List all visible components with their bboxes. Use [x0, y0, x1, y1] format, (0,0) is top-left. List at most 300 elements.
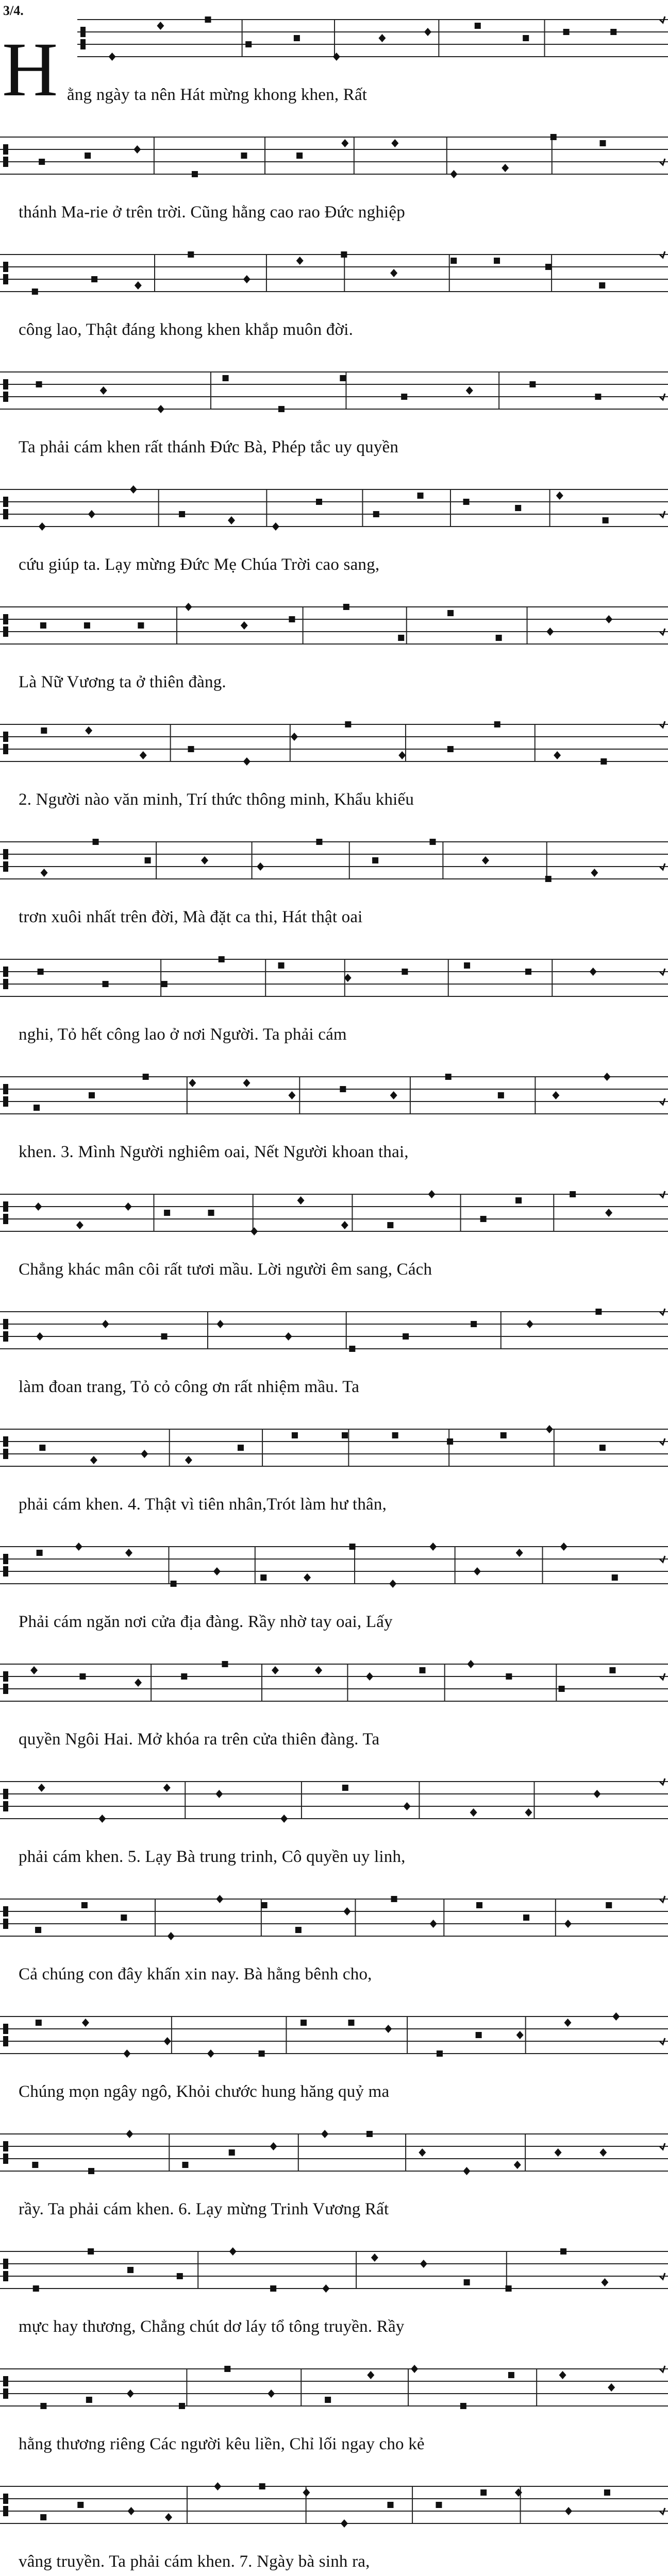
- note-neume: [185, 603, 192, 611]
- note-neume: [89, 1092, 95, 1098]
- note-neume: [88, 2248, 94, 2255]
- staff-system: [0, 363, 668, 468]
- staff: [0, 2360, 668, 2432]
- lyric-line: 2. Người nào văn minh, Trí thức thông minh, Khẩu khiếu: [19, 790, 414, 809]
- note-neume: [546, 628, 554, 636]
- note-neume: [121, 1914, 127, 1921]
- note-neume: [123, 2049, 130, 2058]
- staff: [0, 480, 668, 552]
- lyric-line: làm đoan trang, Tỏ cỏ công ơn rất nhiệm mầu. Ta: [19, 1378, 360, 1396]
- note-neume: [185, 1456, 192, 1464]
- note-neume: [213, 1567, 221, 1575]
- note-neume: [32, 289, 38, 295]
- note-neume: [164, 2037, 171, 2045]
- lyric-line: mực hay thương, Chẳng chút dơ láy tổ tông truyền. Rầy: [19, 2317, 405, 2336]
- note-neume: [371, 2253, 378, 2262]
- note-neume: [38, 1784, 45, 1792]
- note-neume: [238, 1445, 244, 1451]
- note-neume: [39, 1445, 45, 1451]
- note-neume: [514, 2161, 521, 2169]
- note-neume: [90, 1456, 97, 1464]
- clef-icon: [3, 1084, 8, 1107]
- staff-system: [0, 1185, 668, 1290]
- clef-icon: [3, 1319, 8, 1342]
- note-neume: [593, 1790, 600, 1798]
- note-neume: [179, 2403, 185, 2409]
- note-neume: [316, 839, 322, 845]
- note-neume: [82, 2019, 89, 2027]
- piece-number: 3/4.: [3, 3, 24, 18]
- note-neume: [36, 2020, 42, 2026]
- note-neume: [88, 2168, 94, 2174]
- note-neume: [550, 134, 557, 140]
- note-neume: [315, 1666, 322, 1674]
- note-neume: [340, 375, 346, 381]
- note-neume: [401, 394, 407, 400]
- note-neume: [342, 1432, 348, 1438]
- note-neume: [270, 2285, 276, 2292]
- note-neume: [77, 2502, 84, 2508]
- clef-icon: [3, 849, 8, 872]
- clef-icon: [3, 2376, 8, 2399]
- staff: [0, 598, 668, 670]
- note-neume: [296, 257, 304, 265]
- note-neume: [463, 2167, 470, 2175]
- drop-cap: H: [2, 27, 58, 112]
- note-neume: [525, 1808, 532, 1817]
- note-neume: [349, 1346, 355, 1352]
- lyric-line: khen. 3. Mình Người nghiêm oai, Nết Người khoan thai,: [19, 1143, 409, 1161]
- clef-icon: [3, 2024, 8, 2046]
- note-neume: [39, 522, 46, 531]
- note-neume: [316, 499, 322, 505]
- note-neume: [85, 152, 91, 159]
- note-neume: [161, 981, 168, 987]
- note-neume: [229, 2149, 235, 2156]
- note-neume: [278, 962, 285, 969]
- note-neume: [341, 2519, 348, 2528]
- clef-icon: [3, 2141, 8, 2164]
- note-neume: [608, 2383, 615, 2392]
- note-neume: [554, 751, 561, 759]
- note-neume: [447, 610, 454, 616]
- note-neume: [333, 53, 340, 61]
- note-neume: [278, 406, 285, 412]
- note-neume: [515, 505, 521, 511]
- note-neume: [564, 2019, 571, 2027]
- note-neume: [391, 1896, 397, 1902]
- note-neume: [157, 405, 164, 413]
- note-neume: [192, 171, 198, 177]
- note-neume: [228, 516, 235, 524]
- note-neume: [34, 1105, 40, 1111]
- note-neume: [296, 152, 303, 159]
- note-neume: [289, 616, 295, 622]
- note-neume: [81, 1902, 88, 1908]
- lyric-line: Là Nữ Vương ta ở thiên đàng.: [19, 673, 226, 691]
- staff-system: [0, 2125, 668, 2230]
- clef-icon: [3, 262, 8, 284]
- note-neume: [556, 492, 563, 500]
- staff-system: [0, 1302, 668, 1408]
- note-neume: [182, 2162, 188, 2168]
- clef-icon: [3, 379, 8, 402]
- staff-system: [0, 598, 668, 703]
- note-neume: [340, 1086, 346, 1092]
- note-neume: [280, 1815, 288, 1823]
- note-neume: [605, 1209, 612, 1217]
- note-neume: [36, 381, 42, 387]
- note-neume: [343, 604, 349, 610]
- note-neume: [216, 1320, 224, 1328]
- note-neume: [417, 493, 424, 499]
- note-neume: [76, 1221, 84, 1229]
- note-neume: [294, 35, 300, 41]
- note-neume: [398, 751, 406, 759]
- note-neume: [476, 1902, 482, 1908]
- note-neume: [546, 1425, 553, 1433]
- note-neume: [272, 1666, 279, 1674]
- clef-icon: [3, 2494, 8, 2516]
- staff-system: [0, 950, 668, 1055]
- note-neume: [385, 2025, 392, 2033]
- note-neume: [447, 1438, 453, 1445]
- staff: [0, 2477, 668, 2549]
- note-neume: [260, 1574, 266, 1581]
- note-neume: [500, 1432, 507, 1438]
- staff-system: [0, 2360, 668, 2465]
- note-neume: [506, 1673, 512, 1680]
- lyric-line: Phải cám ngăn nơi cửa địa đàng. Rầy nhờ tay oai, Lấy: [19, 1613, 393, 1631]
- lyric-line: Chúng mọn ngây ngô, Khỏi chước hung hăng quỷ ma: [19, 2082, 390, 2101]
- lyric-line: phải cám khen. 4. Thật vì tiên nhân,Trót làm hư thân,: [19, 1495, 387, 1514]
- note-neume: [270, 2142, 277, 2150]
- note-neume: [496, 635, 502, 641]
- note-neume: [93, 839, 99, 845]
- note-neume: [525, 969, 531, 975]
- note-neume: [35, 1927, 41, 1933]
- note-neume: [595, 1309, 602, 1315]
- note-neume: [103, 981, 109, 987]
- note-neume: [560, 1543, 567, 1551]
- note-neume: [75, 1543, 82, 1551]
- note-neume: [508, 2372, 514, 2378]
- note-neume: [297, 1196, 305, 1205]
- staff-system: [0, 715, 668, 820]
- note-neume: [245, 41, 252, 47]
- note-neume: [366, 1672, 373, 1681]
- note-neume: [127, 2267, 133, 2273]
- staff: [0, 1302, 668, 1375]
- staff-system: [0, 1420, 668, 1525]
- note-neume: [609, 1667, 615, 1673]
- note-neume: [216, 1895, 223, 1903]
- clef-icon: [3, 1436, 8, 1459]
- note-neume: [300, 2020, 307, 2026]
- note-neume: [259, 2050, 265, 2057]
- note-neume: [91, 276, 97, 282]
- staff-system: [0, 2242, 668, 2347]
- staff: [0, 2125, 668, 2197]
- note-neume: [419, 2148, 426, 2157]
- note-neume: [259, 2483, 265, 2489]
- note-neume: [526, 1320, 533, 1328]
- note-neume: [429, 839, 436, 845]
- note-neume: [599, 2148, 607, 2157]
- note-neume: [563, 29, 570, 35]
- note-neume: [591, 869, 598, 877]
- note-neume: [482, 856, 489, 865]
- staff-system: [0, 1655, 668, 1760]
- note-neume: [464, 962, 470, 969]
- note-neume: [222, 1661, 228, 1667]
- note-neume: [429, 1543, 437, 1551]
- note-neume: [389, 1580, 396, 1588]
- note-neume: [130, 485, 137, 494]
- note-neume: [126, 2130, 133, 2138]
- note-neume: [341, 1221, 348, 1229]
- clef-icon: [3, 1671, 8, 1694]
- note-neume: [304, 1573, 311, 1582]
- note-neume: [599, 140, 606, 146]
- note-neume: [36, 1332, 43, 1341]
- staff: [0, 363, 668, 435]
- note-neume: [436, 2502, 442, 2508]
- note-neume: [292, 1432, 298, 1438]
- note-neume: [224, 2366, 230, 2372]
- note-neume: [189, 1079, 196, 1087]
- note-neume: [341, 139, 348, 147]
- note-neume: [466, 386, 473, 395]
- note-neume: [342, 1785, 348, 1791]
- note-neume: [85, 726, 92, 735]
- note-neume: [219, 956, 225, 962]
- note-neume: [164, 1210, 170, 1216]
- note-neume: [378, 34, 386, 42]
- note-neume: [295, 1927, 302, 1933]
- note-neume: [545, 264, 552, 270]
- note-neume: [475, 23, 481, 29]
- note-neume: [127, 2507, 135, 2515]
- note-neume: [109, 53, 116, 61]
- staff: [0, 1655, 668, 1727]
- note-neume: [41, 869, 48, 877]
- lyric-line: Cả chúng con đây khấn xin nay. Bà hằng bênh cho,: [19, 1965, 372, 1984]
- note-neume: [272, 522, 279, 531]
- clef-icon: [3, 144, 8, 167]
- clef-icon: [3, 497, 8, 519]
- note-neume: [35, 1202, 42, 1211]
- staff: [0, 833, 668, 905]
- lyric-line: trơn xuôi nhất trên đời, Mà đặt ca thi, Hát thật oai: [19, 908, 363, 926]
- note-neume: [30, 1666, 38, 1674]
- note-neume: [268, 2389, 275, 2398]
- note-neume: [250, 1227, 258, 1235]
- note-neume: [243, 275, 250, 283]
- note-neume: [241, 152, 247, 159]
- note-neume: [145, 857, 151, 863]
- note-neume: [494, 258, 500, 264]
- note-neume: [243, 757, 250, 766]
- staff-system: [0, 245, 668, 350]
- note-neume: [261, 1902, 268, 1908]
- note-neume: [345, 721, 351, 727]
- note-neume: [205, 16, 211, 23]
- note-neume: [163, 1784, 171, 1792]
- note-neume: [288, 1091, 295, 1099]
- note-neume: [570, 1191, 576, 1197]
- lyric-line: phải cám khen. 5. Lạy Bà trung trinh, Cô quyền uy linh,: [19, 1848, 406, 1866]
- staff-system: [0, 2007, 668, 2112]
- note-neume: [559, 2371, 566, 2379]
- note-neume: [590, 968, 597, 976]
- note-neume: [367, 2371, 374, 2379]
- note-neume: [168, 1932, 175, 1940]
- note-neume: [40, 2514, 46, 2520]
- note-neume: [188, 251, 194, 258]
- staff-system: [0, 2477, 668, 2576]
- note-neume: [303, 2488, 310, 2497]
- note-neume: [33, 2285, 39, 2292]
- note-neume: [445, 1074, 452, 1080]
- note-neume: [390, 269, 397, 277]
- note-neume: [411, 2365, 418, 2373]
- note-neume: [565, 2507, 572, 2515]
- note-neume: [125, 1202, 132, 1211]
- note-neume: [387, 1222, 393, 1228]
- note-neume: [201, 856, 208, 865]
- note-neume: [215, 1790, 223, 1798]
- staff: [0, 245, 668, 317]
- note-neume: [321, 2130, 328, 2138]
- clef-icon: [3, 2259, 8, 2281]
- note-neume: [516, 1549, 523, 1557]
- note-neume: [450, 170, 458, 178]
- clef-icon: [3, 1906, 8, 1929]
- note-neume: [470, 1808, 477, 1817]
- note-neume: [343, 1907, 350, 1916]
- note-neume: [125, 1549, 132, 1557]
- note-neume: [480, 1216, 487, 1222]
- note-neume: [612, 2012, 620, 2021]
- note-neume: [157, 22, 164, 30]
- lyric-line: Chẳng khác mân côi rất tươi mầu. Lời người êm sang, Cách: [19, 1260, 432, 1279]
- lyric-line: quyền Ngôi Hai. Mở khóa ra trên cửa thiên đàng. Ta: [19, 1730, 380, 1749]
- note-neume: [223, 375, 229, 381]
- lyric-line: cứu giúp ta. Lạy mừng Đức Mẹ Chúa Trời cao sang,: [19, 555, 380, 574]
- note-neume: [612, 1574, 618, 1581]
- note-neume: [428, 1190, 436, 1198]
- note-neume: [349, 1544, 356, 1550]
- note-neume: [599, 282, 605, 289]
- lyric-line: ằng ngày ta nên Hát mừng khong khen, Rất: [67, 86, 368, 104]
- note-neume: [133, 145, 141, 154]
- note-neume: [32, 2162, 38, 2168]
- note-neume: [464, 2279, 470, 2285]
- note-neume: [480, 2489, 487, 2496]
- note-neume: [165, 2513, 172, 2521]
- note-neume: [601, 2278, 608, 2286]
- staff-system: [0, 10, 668, 115]
- note-neume: [127, 2389, 134, 2398]
- staff-system: [0, 1890, 668, 1995]
- note-neume: [498, 1092, 504, 1098]
- lyric-line: Ta phải cám khen rất thánh Đức Bà, Phép tắc uy quyền: [19, 438, 399, 456]
- note-neume: [502, 164, 509, 172]
- note-neume: [474, 1567, 481, 1575]
- lyric-line: vâng truyền. Ta phải cám khen. 7. Ngày bà sinh ra,: [19, 2552, 370, 2571]
- staff-system: [0, 128, 668, 233]
- note-neume: [86, 2397, 92, 2403]
- note-neume: [595, 394, 601, 400]
- note-neume: [392, 1432, 398, 1438]
- note-neume: [84, 622, 90, 629]
- note-neume: [88, 510, 95, 518]
- note-neume: [322, 2284, 329, 2293]
- note-neume: [40, 622, 46, 629]
- note-neume: [564, 1920, 572, 1928]
- note-neume: [516, 2031, 524, 2039]
- note-neume: [447, 746, 454, 752]
- staff: [0, 1067, 668, 1140]
- clef-icon: [3, 732, 8, 754]
- staff: [0, 2242, 668, 2314]
- note-neume: [467, 1660, 474, 1668]
- note-neume: [545, 876, 552, 882]
- note-neume: [372, 857, 378, 863]
- note-neume: [606, 1902, 612, 1908]
- note-neume: [325, 2397, 331, 2403]
- note-neume: [143, 1074, 149, 1080]
- note-neume: [560, 2248, 566, 2255]
- note-neume: [604, 1073, 611, 1081]
- staff: [0, 1890, 668, 1962]
- note-neume: [207, 2049, 214, 2058]
- clef-icon: [3, 1201, 8, 1224]
- note-neume: [471, 1321, 477, 1327]
- staff: [0, 1537, 668, 1609]
- note-neume: [241, 621, 248, 630]
- clef-icon: [3, 967, 8, 989]
- note-neume: [208, 1210, 214, 1216]
- note-neume: [430, 1920, 437, 1928]
- note-neume: [39, 159, 45, 165]
- note-neume: [100, 386, 107, 395]
- note-neume: [37, 1550, 43, 1556]
- note-neume: [214, 2482, 221, 2490]
- note-neume: [373, 511, 379, 517]
- note-neume: [366, 2131, 373, 2137]
- clef-icon: [3, 614, 8, 637]
- staff: [0, 715, 668, 787]
- staff: [0, 128, 668, 200]
- lyric-line: công lao, Thật đáng khong khen khắp muôn đời.: [19, 320, 354, 339]
- note-neume: [388, 2502, 394, 2508]
- note-neume: [285, 1332, 292, 1341]
- lyric-line: hằng thương riêng Các người kêu liền, Chỉ lối ngay cho kẻ: [19, 2435, 425, 2453]
- staff: [0, 2007, 668, 2079]
- note-neume: [555, 2148, 562, 2157]
- note-neume: [398, 635, 404, 641]
- note-neume: [41, 727, 47, 734]
- note-neume: [257, 862, 264, 871]
- lyric-line: thánh Ma-rie ở trên trời. Cũng hằng cao rao Đức nghiệp: [19, 203, 405, 222]
- note-neume: [40, 2403, 46, 2409]
- note-neume: [188, 746, 194, 752]
- note-neume: [515, 1197, 522, 1204]
- note-neume: [463, 499, 470, 505]
- note-neume: [179, 511, 185, 517]
